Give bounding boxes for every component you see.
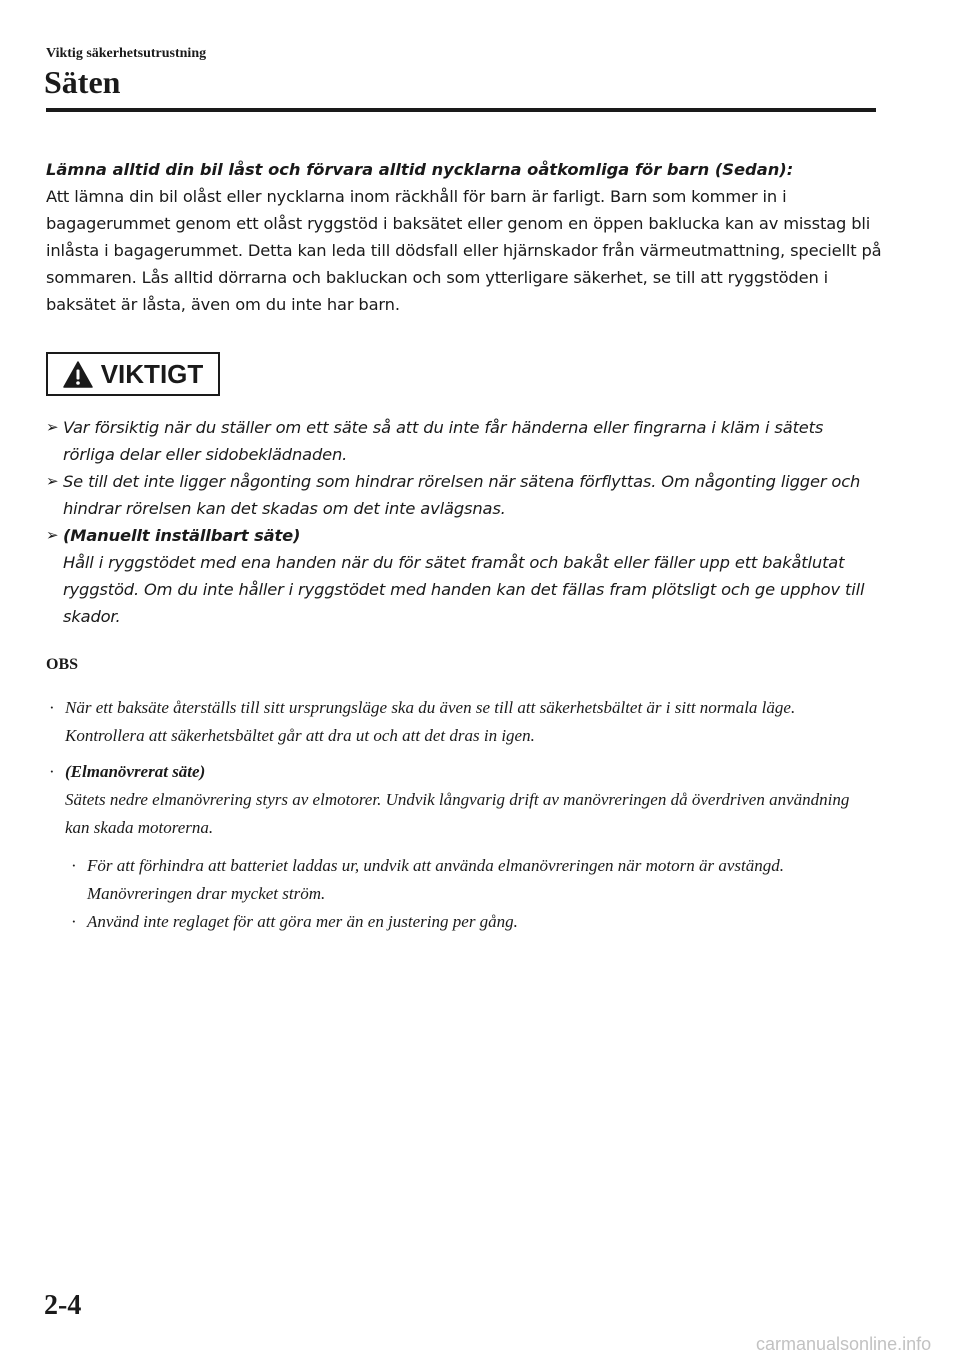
bullet-dot-icon: · xyxy=(49,698,55,717)
page-title: Säten xyxy=(44,64,121,100)
page-number: 2-4 xyxy=(44,1290,82,1321)
note-item xyxy=(46,694,876,750)
callout-bullet-heading: (Manuellt inställbart säte) xyxy=(63,526,301,545)
note-heading: (Elmanövrerat säte) xyxy=(65,762,206,781)
warning-body: Att lämna din bil olåst eller nycklarna inom räckhåll för barn är farligt. Barn som kommer in i bagagerummet genom ett olåst ryggstöd i baksätet eller genom en öppen baklucka kan av misstag bli inlåsta i bagagerummet. Detta kan leda till dödsfall eller hjärnskador från värmeutmattning, speciellt på sommaren. Lås alltid dörrarna och bakluckan och som ytterligare säkerhet, se till att ryggstöden i baksätet är låsta, även om du inte har barn. xyxy=(46,187,882,314)
arrowhead-icon: ➢ xyxy=(46,526,59,544)
callout-box xyxy=(46,352,220,396)
sub-note-text: Använd inte reglaget för att göra mer än en justering per gång. xyxy=(87,912,518,931)
warning-heading: Lämna alltid din bil låst och förvara alltid nycklarna oåtkomliga för barn (Sedan): xyxy=(46,160,794,179)
sub-note-item xyxy=(68,908,876,936)
note-text: När ett baksäte återställs till sitt ursprungsläge ska du även se till att säkerhetsbältet är i sitt normala läge. Kontrollera att säkerhetsbältet går att dra ut och att det dras in igen. xyxy=(65,698,796,745)
section-label: Viktig säkerhetsutrustning xyxy=(46,46,207,61)
watermark: carmanualsonline.info xyxy=(756,1334,932,1354)
arrowhead-icon: ➢ xyxy=(46,472,59,490)
callout-label: VIKTIGT xyxy=(100,358,204,389)
sub-note-text: För att förhindra att batteriet laddas ur, undvik att använda elmanövreringen när motorn är avstängd. Manövreringen drar mycket ström. xyxy=(87,856,784,903)
warning-block xyxy=(46,156,886,318)
bullet-dot-icon: · xyxy=(71,856,77,875)
callout-bullet-text: Se till det inte ligger någonting som hindrar rörelsen när sätena förflyttas. Om någonting ligger och hindrar rörelsen kan det skadas om det inte avlägsnas. xyxy=(63,472,861,518)
callout-bullet xyxy=(46,468,876,522)
note-text: Sätets nedre elmanövrering styrs av elmotorer. Undvik långvarig drift av manövreringen då överdriven användning kan skada motorerna. xyxy=(65,790,850,837)
callout-bullets xyxy=(46,414,876,630)
callout-bullet xyxy=(46,522,876,630)
callout-bullet-text: Var försiktig när du ställer om ett säte så att du inte får händerna eller fingrarna i kläm i sätets rörliga delar eller sidobeklädnaden. xyxy=(63,418,824,464)
note-item xyxy=(46,758,876,842)
warning-triangle-icon xyxy=(63,361,93,388)
title-rule xyxy=(46,108,876,112)
callout-bullet-text: Håll i ryggstödet med ena handen när du för sätet framåt och bakåt eller fäller upp ett bakåtlutat ryggstöd. Om du inte håller i ryggstödet med handen kan det fällas fram plötsligt och ge upphov till skador. xyxy=(63,553,865,626)
notes-list xyxy=(46,694,876,936)
sub-notes-list xyxy=(46,852,876,936)
bullet-dot-icon: · xyxy=(71,912,77,931)
sub-note-item xyxy=(68,852,876,908)
callout-bullet xyxy=(46,414,876,468)
bullet-dot-icon: · xyxy=(49,762,55,781)
arrowhead-icon: ➢ xyxy=(46,418,59,436)
note-label: OBS xyxy=(46,656,79,673)
